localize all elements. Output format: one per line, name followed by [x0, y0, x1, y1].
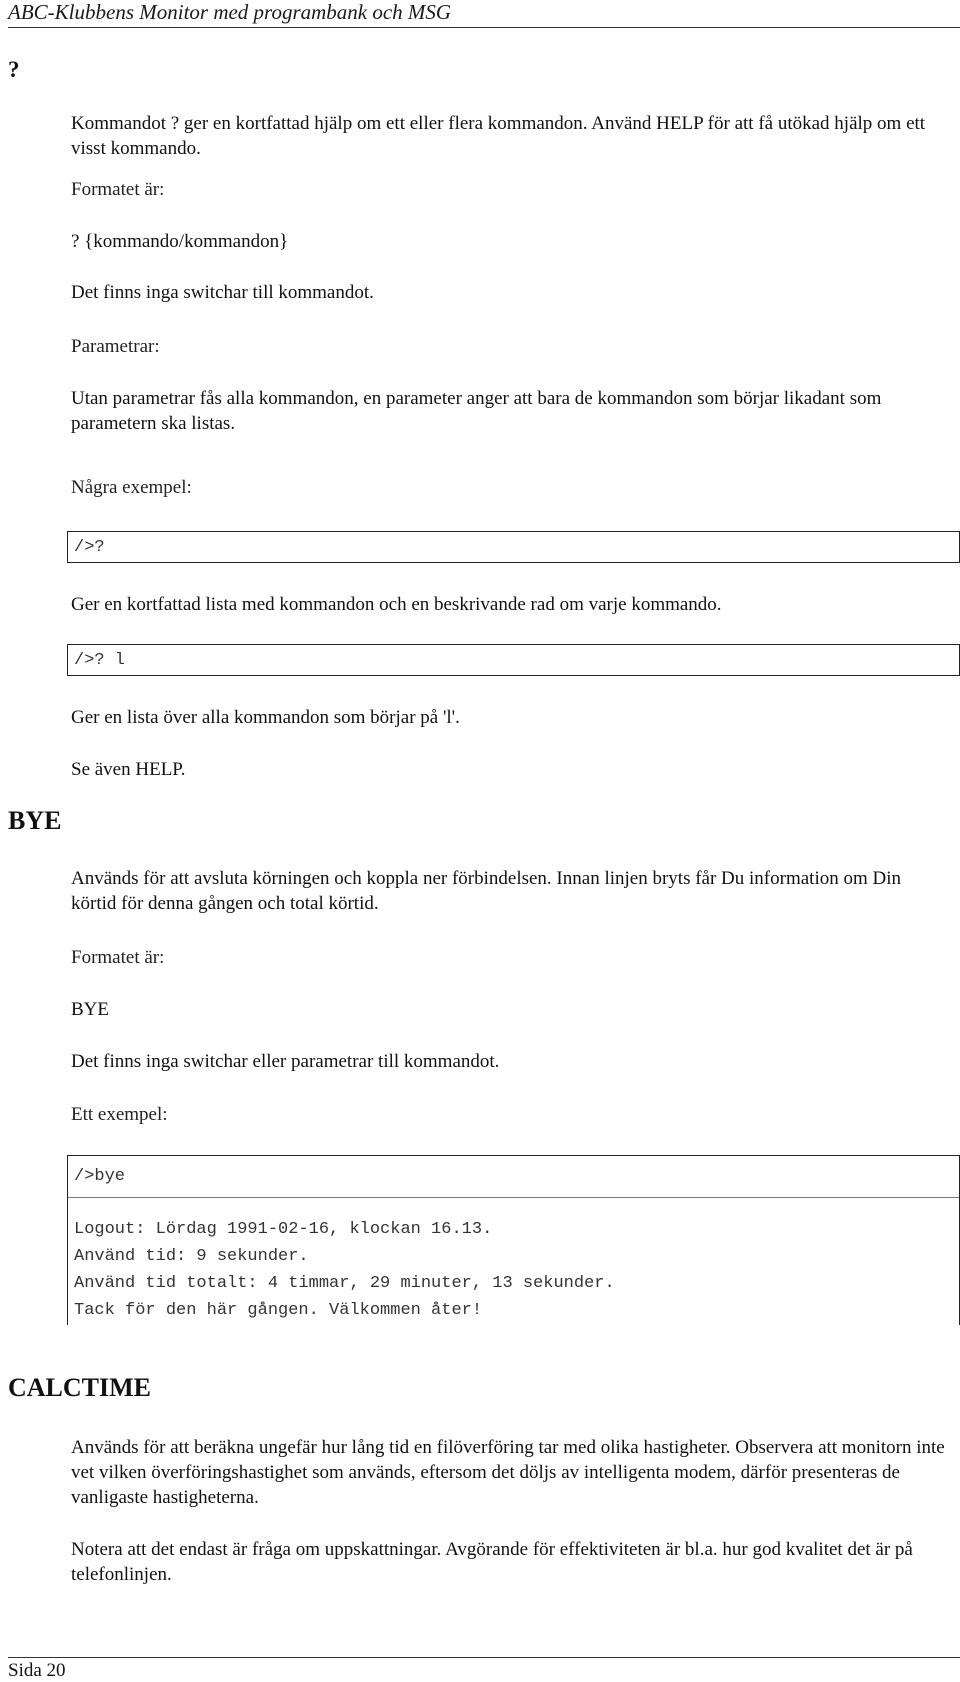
example-code-line: Använd tid: 9 sekunder.	[74, 1247, 309, 1266]
bye-switches: Det finns inga switchar eller parametrar till kommandot.	[71, 1051, 500, 1072]
example-code-line: Tack för den här gången. Välkommen åter!	[74, 1301, 483, 1320]
example-code-box	[67, 531, 960, 563]
example-line-separator	[68, 1197, 959, 1198]
page-number: Sida 20	[8, 1660, 66, 1681]
example-description: Ger en lista över alla kommandon som börjar på 'l'.	[71, 707, 460, 728]
bye-example-box	[67, 1155, 960, 1325]
example-code-line: Logout: Lördag 1991-02-16, klockan 16.13.	[74, 1220, 493, 1239]
help-section-title: ?	[8, 57, 20, 82]
help-params: Utan parametrar fås alla kommandon, en parameter anger att bara de kommandon som börjar likadant som parametern ska listas.	[71, 388, 882, 434]
bye-intro: Används för att avsluta körningen och koppla ner förbindelsen. Innan linjen bryts får Du information om Din körtid för denna gången och total körtid.	[71, 868, 901, 914]
calctime-para2: Notera att det endast är fråga om uppskattningar. Avgörande för effektiviteten är bl.a. hur god kvalitet det är på telefonlinjen.	[71, 1539, 913, 1585]
calctime-para1: Används för att beräkna ungefär hur lång tid en filöverföring tar med olika hastigheter. Observera att monitorn inte vet vilken överföringshastighet som används, eftersom det döljs av intelligenta modem, därför presenteras de vanligaste hastigheterna.	[71, 1437, 945, 1508]
see-also: Se även HELP.	[71, 759, 186, 780]
example-code-line: />bye	[74, 1167, 126, 1186]
help-format-label: Formatet är:	[71, 179, 165, 200]
example-code: />? l	[74, 651, 126, 670]
help-examples-label: Några exempel:	[71, 477, 192, 498]
example-code-box	[67, 644, 960, 676]
help-format: ? {kommando/kommandon}	[71, 231, 289, 252]
help-params-label: Parametrar:	[71, 336, 160, 357]
help-switches: Det finns inga switchar till kommandot.	[71, 282, 374, 303]
footer-rule	[8, 1657, 960, 1658]
bye-format-label: Formatet är:	[71, 947, 165, 968]
example-description: Ger en kortfattad lista med kommandon och en beskrivande rad om varje kommando.	[71, 594, 722, 615]
bye-example-label: Ett exempel:	[71, 1104, 168, 1125]
running-header: ABC-Klubbens Monitor med programbank och MSG	[8, 0, 452, 24]
bye-format: BYE	[71, 999, 109, 1020]
header-rule	[8, 27, 960, 28]
example-code: />?	[74, 538, 105, 557]
example-code-line: Använd tid totalt: 4 timmar, 29 minuter, 13 sekunder.	[74, 1274, 615, 1293]
help-intro: Kommandot ? ger en kortfattad hjälp om ett eller flera kommandon. Använd HELP för att få utökad hjälp om ett visst kommando.	[71, 113, 926, 159]
bye-section-title: BYE	[8, 806, 62, 835]
calctime-section-title: CALCTIME	[8, 1373, 152, 1402]
